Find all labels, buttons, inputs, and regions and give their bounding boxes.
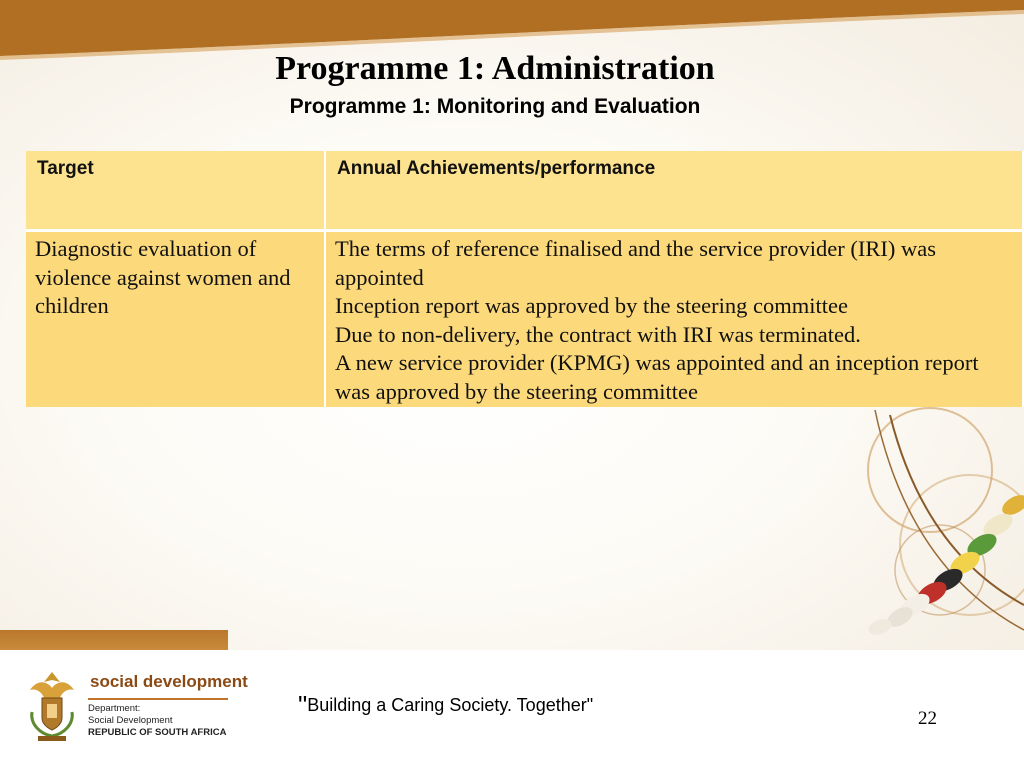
target-text: Diagnostic evaluation of violence against women and children (35, 236, 291, 318)
page-number: 22 (918, 708, 937, 729)
target-header-label: Target (37, 158, 94, 179)
achievement-item: Due to non-delivery, the contract with IRI was terminated. (335, 321, 861, 347)
bead-necklace-decoration (820, 395, 1024, 650)
achievements-cell (325, 231, 1023, 408)
brand-divider (88, 698, 228, 700)
slogan (298, 690, 593, 721)
achievement-item: Inception report was approved by the steering committee (335, 293, 848, 318)
country-name: REPUBLIC OF SOUTH AFRICA (88, 727, 227, 738)
department-name: Social Development (88, 715, 173, 726)
achievements-table (26, 151, 1024, 407)
target-cell (26, 231, 325, 408)
department-label: Department: (88, 703, 141, 714)
achievement-item: A new service provider (KPMG) was appointed and an inception report was approved by the steering committee (335, 350, 979, 404)
achievements-text (327, 233, 1021, 406)
achievement-item: The terms of reference finalised and the service provider (IRI) was appointed (335, 236, 936, 290)
slogan-open-quote: " (298, 690, 308, 720)
slide-title: Programme 1: Administration (275, 50, 715, 87)
target-column-header (26, 151, 325, 231)
coat-of-arms-icon (24, 668, 80, 744)
slide-subtitle: Programme 1: Monitoring and Evaluation (289, 95, 701, 118)
slogan-text: Building a Caring Society. Together" (307, 695, 594, 715)
achievements-header-label: Annual Achievements/performance (337, 158, 656, 179)
brand-name: social development (90, 672, 248, 691)
achievements-column-header (325, 151, 1023, 231)
table-row (26, 231, 1023, 408)
table-header-row (26, 151, 1023, 231)
bottom-orange-band (0, 630, 228, 650)
